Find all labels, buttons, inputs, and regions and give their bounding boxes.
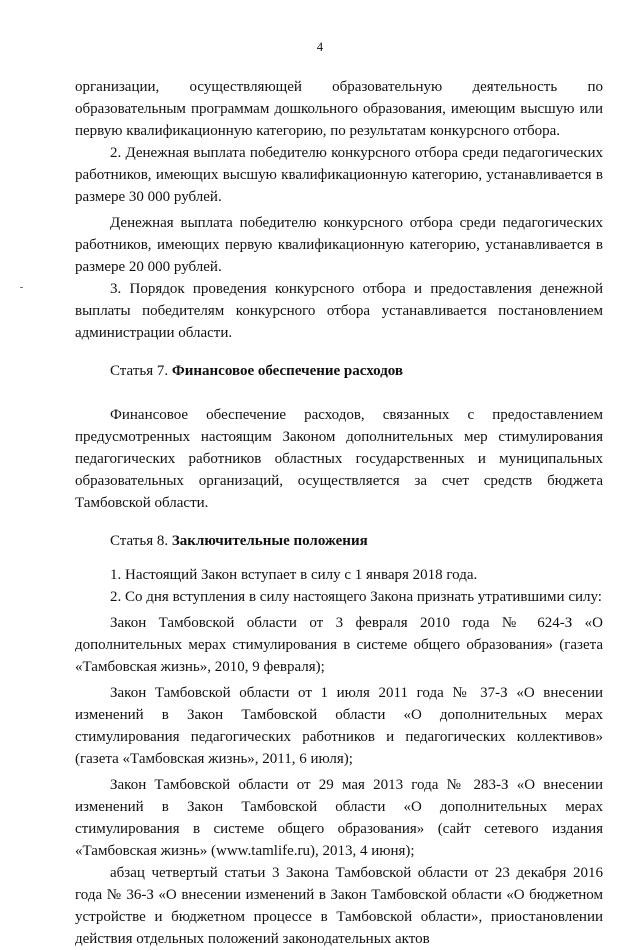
paragraph-continuation: организации, осуществляющей образовательную деятельность по образовательным программам дошкольного образования, имеющим высшую или первую квалификационную категорию, по результатам конкурсного отбора. xyxy=(75,79,603,139)
article-8-item-1: 1. Настоящий Закон вступает в силу с 1 января 2018 года. xyxy=(110,567,478,583)
repealed-law-2: Закон Тамбовской области от 1 июля 2011 года № 37-З «О внесении изменений в Закон Тамбовской области «О дополнительных мерах стимулирования педагогических работников и педагогических коллективов» (газета «Тамбовская жизнь», 2011, 6 июля); xyxy=(75,685,603,767)
article-7-prefix: Статья 7. xyxy=(110,363,169,379)
article-8-item-2: 2. Со дня вступления в силу настоящего Закона признать утратившими силу: xyxy=(110,589,602,605)
article-7-text: Финансовое обеспечение расходов, связанных с предоставлением предусмотренных настоящим Законом дополнительных мер стимулирования педагогических работников областных государственных и муниципальных образовательных организаций, осуществляется за счет средств бюджета Тамбовской области. xyxy=(75,407,603,511)
scan-speck xyxy=(20,287,23,288)
article-8-heading xyxy=(75,530,603,552)
paragraph-first-category: Денежная выплата победителю конкурсного отбора среди педагогических работников, имеющих первую квалификационную категорию, устанавливается в размере 20 000 рублей. xyxy=(75,215,603,275)
repealed-law-3: Закон Тамбовской области от 29 мая 2013 года № 283-З «О внесении изменений в Закон Тамбовской области «О дополнительных мерах стимулирования в системе общего образования» (сайт сетевого издания «Тамбовская жизнь» (www.tamlife.ru), 2013, 4 июня); xyxy=(75,777,603,859)
paragraph-item-2: 2. Денежная выплата победителю конкурсного отбора среди педагогических работников, имеющих высшую квалификационную категорию, устанавливается в размере 30 000 рублей. xyxy=(75,145,603,205)
article-7-title: Финансовое обеспечение расходов xyxy=(171,363,404,379)
repealed-law-4: абзац четвертый статьи 3 Закона Тамбовской области от 23 декабря 2016 года № 36-З «О внесении изменений в Закон Тамбовской области «О бюджетном устройстве и бюджетном процессе в Тамбовской области», приостановлении действия отдельных положений законодательных актов xyxy=(75,865,603,947)
repealed-law-1: Закон Тамбовской области от 3 февраля 2010 года № 624-З «О дополнительных мерах стимулирования в системе общего образования» (газета «Тамбовская жизнь», 2010, 9 февраля); xyxy=(75,615,603,675)
document-body xyxy=(75,76,603,950)
paragraph-item-3: 3. Порядок проведения конкурсного отбора и предоставления денежной выплаты победителям конкурсного отбора устанавливается постановлением администрации области. xyxy=(75,281,603,341)
page-number: 4 xyxy=(316,40,324,54)
article-8-prefix: Статья 8. xyxy=(110,533,169,549)
article-7-heading xyxy=(75,360,603,382)
article-8-title: Заключительные положения xyxy=(171,533,368,549)
